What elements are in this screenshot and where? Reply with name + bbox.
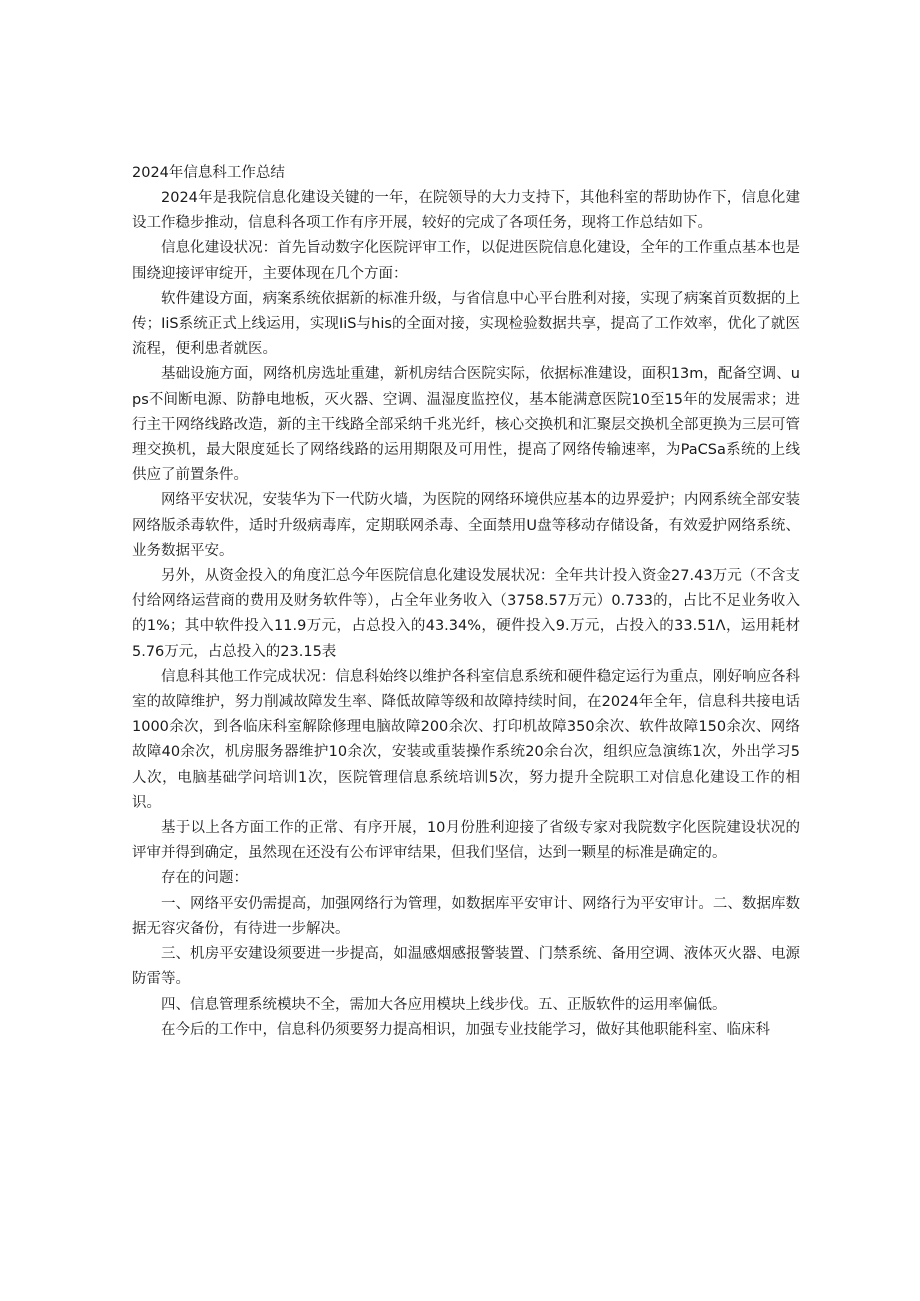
- paragraph-other-work: 信息科其他工作完成状况：信息科始终以维护各科室信息系统和硬件稳定运行为重点，刚好响应各科室的故障维护，努力削减故障发生率、降低故障等级和故障持续时间，在2024年全年，信息科共接电话1000余次，到各临床科室解除修理电脑故障200余次、打印机故障350余次、软件故障150余次、网络故障40余次，机房服务器维护10余次，安装或重装操作系统20余台次，组织应急演练1次，外出学习5人次，电脑基础学问培训1次，医院管理信息系统培训5次，努力提升全院职工对信息化建设工作的相识。: [132, 668, 800, 811]
- paragraph-funding: 另外，从资金投入的角度汇总今年医院信息化建设发展状况：全年共计投入资金27.43万元（不含支付给网络运营商的费用及财务软件等），占全年业务收入（3758.57万元）0.733的，占比不足业务收入的1%；其中软件投入11.9万元，占总投入的43.34%，硬件投入9.万元，占投入的33.51Λ，运用耗材5.76万元，占总投入的23.15表: [132, 568, 800, 660]
- paragraph-problem-3: 三、机房平安建设须要进一步提高，如温感烟感报警装置、门禁系统、备用空调、液体灭火器、电源防雷等。: [132, 946, 800, 988]
- paragraph-network-security: 网络平安状况，安装华为下一代防火墙，为医院的网络环境供应基本的边界爱护；内网系统全部安装网络版杀毒软件，适时升级病毒库，定期联网杀毒、全面禁用U盘等移动存储设备，有效爱护网络系统、业务数据平安。: [132, 492, 800, 559]
- paragraph-future-work: 在今后的工作中，信息科仍须要努力提高相识，加强专业技能学习，做好其他职能科室、临床科: [161, 1021, 770, 1038]
- document-page: [132, 160, 800, 1043]
- paragraph-review: 基于以上各方面工作的正常、有序开展，10月份胜利迎接了省级专家对我院数字化医院建设状况的评审并得到确定，虽然现在还没有公布评审结果，但我们坚信，达到一颗星的标准是确定的。: [132, 820, 800, 862]
- paragraph-intro: 2024年是我院信息化建设关键的一年，在院领导的大力支持下，其他科室的帮助协作下，信息化建设工作稳步推动，信息科各项工作有序开展，较好的完成了各项任务，现将工作总结如下。: [132, 190, 800, 232]
- paragraph-problems-heading: 存在的问题：: [161, 870, 248, 887]
- paragraph-software-construction: 软件建设方面，病案系统依据新的标准升级，与省信息中心平台胜利对接，实现了病案首页数据的上传；IiS系统正式上线运用，实现IiS与his的全面对接，实现检验数据共享，提高了工作效率，优化了就医流程，便利患者就医。: [132, 290, 800, 358]
- paragraph-infrastructure: 基础设施方面，网络机房选址重建，新机房结合医院实际，依据标准建设，面积13m，配备空调、ups不间断电源、防静电地板，灭火器、空调、温湿度监控仪，基本能满意医院10至15年的发展需求；进行主干网络线路改造，新的主干线路全部采纳千兆光纤，核心交换机和汇聚层交换机全部更换为三层可管理交换机，最大限度延长了网络线路的运用期限及可用性，提高了网络传输速率，为PaCSa系统的上线供应了前置条件。: [132, 366, 800, 484]
- document-title: 2024年信息科工作总结: [132, 165, 285, 181]
- paragraph-problem-1-2: 一、网络平安仍需提高，加强网络行为管理，如数据库平安审计、网络行为平安审计。二、数据库数据无容灾备份，有待进一步解决。: [132, 895, 800, 937]
- paragraph-informatization-status: 信息化建设状况：首先旨动数字化医院评审工作，以促进医院信息化建设，全年的工作重点基本也是围绕迎接评审绽开，主要体现在几个方面：: [132, 240, 800, 282]
- paragraph-problem-4-5: 四、信息管理系统模块不全，需加大各应用模块上线步伐。五、正版软件的运用率偏低。: [161, 996, 727, 1013]
